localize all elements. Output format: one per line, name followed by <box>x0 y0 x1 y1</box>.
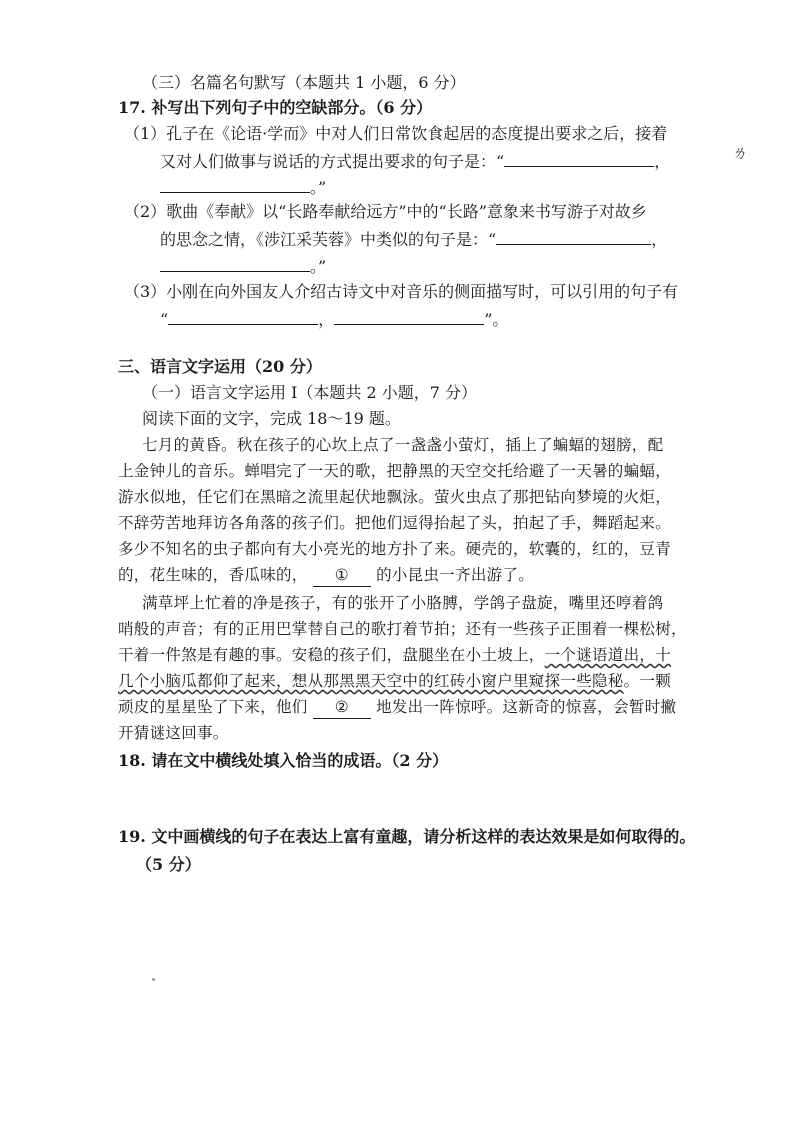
quote-end: 。” <box>310 178 327 197</box>
q17-part2-line2 <box>160 228 667 251</box>
answer-blank[interactable] <box>334 308 484 325</box>
underlined-sentence-part1: 一个谜语道出，十 <box>544 646 672 664</box>
passage-p2-line6: 开猜谜这回事。 <box>118 724 229 742</box>
answer-blank[interactable] <box>168 308 318 325</box>
passage-p1-line5: 多少不知名的虫子都向有大小亮光的地方扑了来。硬壳的，软囊的，红的，豆青 <box>118 540 672 558</box>
passage-p2-line1: 满草坪上忙着的净是孩子，有的张开了小胳膊，学鸽子盘旋，嘴里还哼着鸽 <box>142 594 664 612</box>
q17-part1-line2 <box>160 150 670 173</box>
passage-p2-line5 <box>118 696 676 719</box>
question-17-stem: 17. 补写出下列句子中的空缺部分。（6 分） <box>118 98 433 117</box>
question-18: 18. 请在文中横线处填入恰当的成语。（2 分） <box>118 751 449 770</box>
q17-part2-line1: （2）歌曲《奉献》以“长路奉献给远方”中的“长路”意象来书写游子对故乡 <box>124 202 647 221</box>
passage-text: 的，花生味的，香瓜味的， <box>118 566 308 584</box>
passage-text: 顽皮的星星坠了下来，他们 <box>118 698 308 716</box>
q17-part3-line1: （3）小刚在向外国友人介绍古诗文中对音乐的侧面描写时，可以引用的句子有 <box>124 282 679 301</box>
quote-end: 。” <box>310 257 327 276</box>
passage-p2-line3 <box>118 644 671 666</box>
part3-heading: 三、语言文字运用（20 分） <box>118 357 322 376</box>
q17-part3-line2 <box>160 308 508 331</box>
passage-p1-line3: 游水似地，任它们在黑暗之流里起伏地飘泳。萤火虫点了那把钻向梦境的火炬， <box>118 488 672 506</box>
passage-p1-line6 <box>118 564 534 587</box>
quote-end: ”。 <box>484 310 509 329</box>
q17-part1-prompt: 又对人们做事与说话的方式提出要求的句子是：“ <box>160 152 505 171</box>
q17-part2-prompt: 的思念之情，《涉江采芙蓉》中类似的句子是：“ <box>160 230 497 249</box>
question-19-line2: （5 分） <box>136 855 201 874</box>
answer-blank[interactable] <box>160 176 310 193</box>
quote-open: “ <box>160 310 169 329</box>
reading-instruction: 阅读下面的文字，完成 18～19 题。 <box>142 409 401 428</box>
q17-part1-line1: （1）孔子在《论语·学而》中对人们日常饮食起居的态度提出要求之后，接着 <box>124 124 668 143</box>
question-19-line1: 19. 文中画横线的句子在表达上富有童趣，请分析这样的表达效果是如何取得的。 <box>118 827 696 846</box>
scan-speck <box>152 978 155 981</box>
passage-text: 。一颗 <box>623 672 672 690</box>
q17-part2-line3 <box>160 255 326 278</box>
blank-1[interactable]: ① <box>313 564 371 587</box>
answer-blank[interactable] <box>160 255 310 272</box>
section-heading-famous-lines: （三）名篇名句默写（本题共 1 小题，6 分） <box>142 73 466 92</box>
underlined-sentence-part2: 几个小脑瓜都仰了起来，想从那黑黑天空中的红砖小窗户里窥探一些隐秘 <box>118 672 624 690</box>
passage-text: 干着一件煞是有趣的事。安稳的孩子们，盘腿坐在小土坡上， <box>118 646 545 664</box>
part3-subheading: （一）语言文字运用 Ⅰ（本题共 2 小题，7 分） <box>142 383 478 402</box>
blank-2[interactable]: ② <box>313 696 371 719</box>
passage-p1-line1: 七月的黄昏。秋在孩子的心坎上点了一盏盏小萤灯，插上了蝙蝠的翅膀，配 <box>142 436 664 454</box>
margin-handwriting-mark: ㄌ <box>732 143 749 162</box>
passage-text: 的小昆虫一齐出游了。 <box>376 566 535 584</box>
comma: ， <box>651 230 668 249</box>
passage-p1-line2: 上金钟儿的音乐。蝉唱完了一天的歌，把静黑的天空交托给避了一天暑的蝙蝠， <box>118 462 672 480</box>
passage-p2-line2: 哨般的声音；有的正用巴掌替自己的歌打着节拍；还有一些孩子正围着一棵松树， <box>118 620 687 638</box>
answer-blank[interactable] <box>504 150 654 167</box>
answer-blank[interactable] <box>496 228 651 245</box>
q17-part1-line3 <box>160 176 326 199</box>
passage-text: 地发出一阵惊呼。这新奇的惊喜，会暂时撇 <box>376 698 677 716</box>
passage-p1-line4: 不辞劳苦地拜访各角落的孩子们。把他们逗得抬起了头，拍起了手，舞蹈起来。 <box>118 514 672 532</box>
passage-p2-line4 <box>118 670 671 692</box>
comma: ， <box>654 152 671 171</box>
comma: ， <box>318 310 335 329</box>
